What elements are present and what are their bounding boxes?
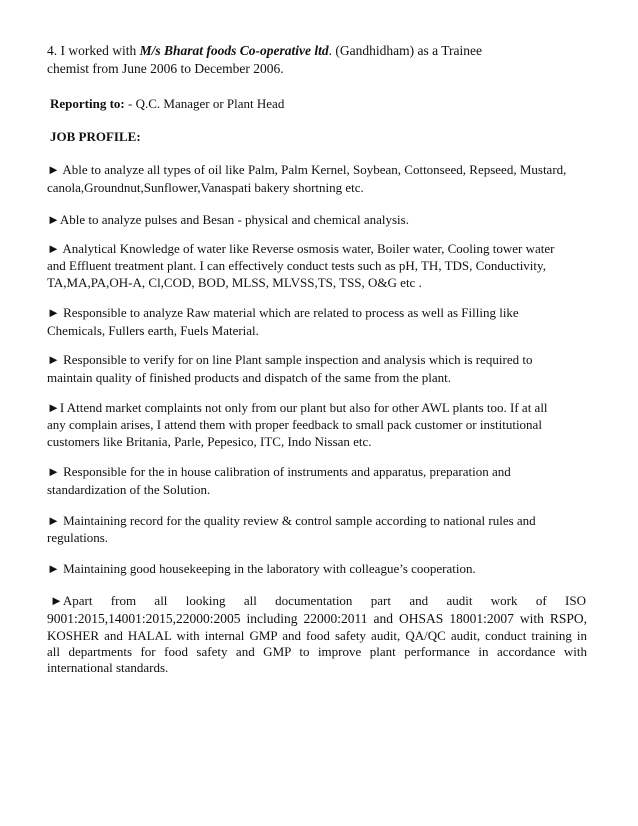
bullet-3-line-3: TA,MA,PA,OH-A, Cl,COD, BOD, MLSS, MLVSS,TS, TSS, O&G etc .	[47, 275, 422, 290]
bullet-10-line-4: all departments for food safety and GMP to improve plant performance in accordance with	[47, 644, 587, 659]
bullet-5-line-2: maintain quality of finished products and dispatch of the same from the plant.	[47, 370, 451, 385]
bullet-5-line-1: ► Responsible to verify for on line Plant sample inspection and analysis which is required to	[47, 352, 533, 367]
bullet-10-line-3: KOSHER and HALAL with internal GMP and food safety audit, QA/QC audit, conduct training in	[47, 628, 587, 643]
job-profile-heading: JOB PROFILE:	[50, 129, 141, 144]
company-name: M/s Bharat foods Co-operative ltd	[139, 43, 329, 58]
reporting-value: - Q.C. Manager or Plant Head	[124, 96, 285, 111]
bullet-7-line-2: standardization of the Solution.	[47, 482, 211, 497]
bullet-6-line-3: customers like Britania, Parle, Pepesico, ITC, Indo Nissan etc.	[47, 434, 372, 449]
intro-prefix: 4. I worked with	[47, 43, 140, 58]
bullet-4-line-2: Chemicals, Fullers earth, Fuels Material.	[47, 323, 259, 338]
bullet-7-line-1: ► Responsible for the in house calibration of instruments and apparatus, preparation and	[47, 464, 511, 479]
bullet-6-line-2: any complain arises, I attend them with proper feedback to small pack customer or institutional	[47, 417, 542, 432]
intro-line-2: chemist from June 2006 to December 2006.	[47, 61, 284, 76]
bullet-8-line-1: ► Maintaining record for the quality review & control sample according to national rules and	[47, 513, 536, 528]
bullet-3-line-2: and Effluent treatment plant. I can effectively conduct tests such as pH, TH, TDS, Conductivity,	[47, 258, 546, 273]
intro-suffix: . (Gandhidham) as a Trainee	[328, 43, 482, 58]
bullet-9-line-1: ► Maintaining good housekeeping in the laboratory with colleague’s cooperation.	[47, 561, 476, 576]
reporting-line	[50, 95, 284, 113]
bullet-10-line-5: international standards.	[47, 660, 169, 675]
reporting-label: Reporting to:	[50, 96, 125, 111]
bullet-4-line-1: ► Responsible to analyze Raw material which are related to process as well as Filling like	[47, 305, 519, 320]
bullet-1-line-2: canola,Groundnut,Sunflower,Vanaspati bakery shortning etc.	[47, 180, 364, 195]
bullet-10-line-2: 9001:2015,14001:2015,22000:2005 including 22000:2011 and OHSAS 18001:2007 with RSPO,	[47, 611, 587, 626]
bullet-3-line-1: ► Analytical Knowledge of water like Reverse osmosis water, Boiler water, Cooling tower water	[47, 241, 555, 256]
bullet-8-line-2: regulations.	[47, 530, 109, 545]
intro-line-1	[47, 42, 482, 60]
bullet-6-line-1: ►I Attend market complaints not only from our plant but also for other AWL plants too. If at all	[47, 400, 548, 415]
bullet-2-line-1: ►Able to analyze pulses and Besan - physical and chemical analysis.	[47, 212, 409, 227]
bullet-1-line-1: ► Able to analyze all types of oil like Palm, Palm Kernel, Soybean, Cottonseed, Repseed, Mustard,	[47, 162, 567, 177]
bullet-10-line-1: ►Apart from all looking all documentation part and audit work of ISO	[50, 593, 586, 608]
